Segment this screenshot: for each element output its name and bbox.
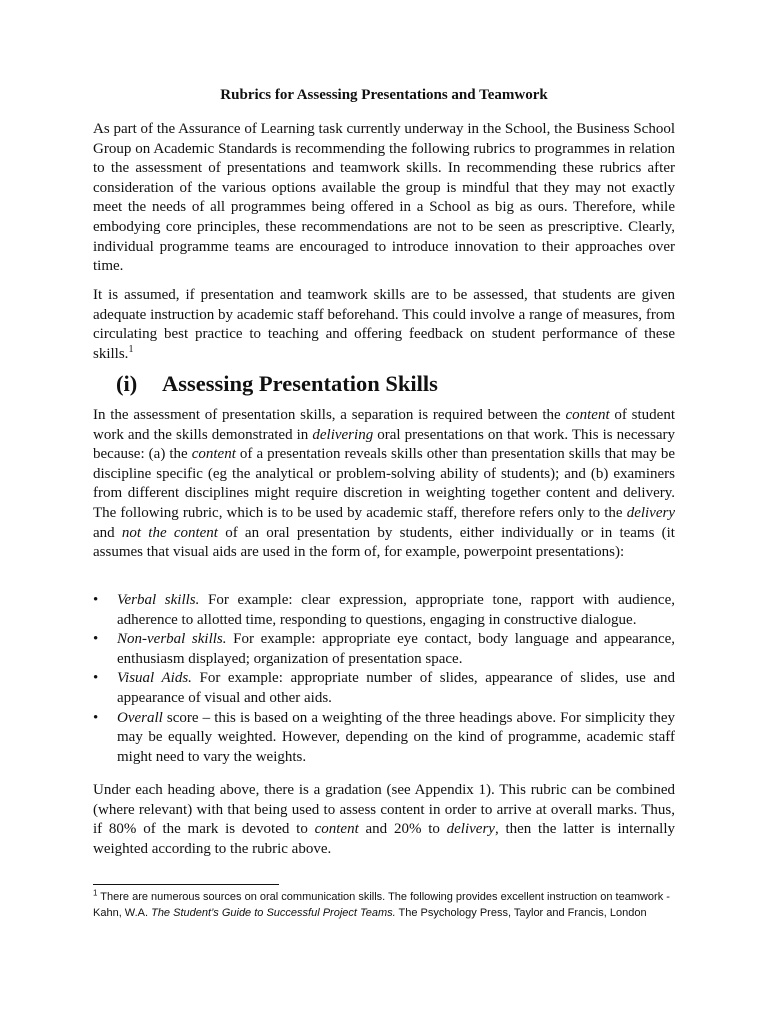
text-run: Under each heading above, there is a gradation (see Appendix 1). This rubric can be combined (where relevant) with that being used to assess content in order to arrive at overall marks. Thus, if 80% of the mark is devoted to xyxy=(93,782,675,838)
emphasis-run: not the content xyxy=(121,524,218,541)
bullet-text: For example: appropriate number of slides, appearance of slides, use and appearance of visual and other aids. xyxy=(117,670,675,706)
document-title: Rubrics for Assessing Presentations and Teamwork xyxy=(220,87,548,103)
bullet-lead: Verbal skills. xyxy=(117,592,200,608)
skills-bullet-list xyxy=(93,591,675,767)
footnote-text: There are numerous sources on oral communication skills. The following provides excellent instruction on teamwork - Kahn, W.A. xyxy=(93,891,670,919)
presentation-assessment-paragraph xyxy=(93,406,675,563)
footnote-divider xyxy=(93,884,279,885)
bullet-lead: Visual Aids. xyxy=(117,670,192,687)
text-run: of a presentation reveals skills other than presentation skills that may be discipline specific (eg the analytical or problem-solving ability of students); and (b) examiners from different disciplines might require discretion in weighting together content and delivery. The following rubric, which is to be used by academic staff, therefore refers only to the xyxy=(93,446,676,521)
bullet-lead: Overall xyxy=(117,709,163,726)
bullet-icon: • xyxy=(93,592,99,608)
bullet-item xyxy=(93,709,675,768)
footnote-reference: 1 xyxy=(128,343,134,355)
intro-paragraph: As part of the Assurance of Learning task currently underway in the School, the Business School Group on Academic Standards is recommending the following rubrics to programmes in relation to the assessment of presentations and teamwork skills. In recommending these rubrics after consideration of the various options available the group is mindful that they may not exactly meet the needs of all programmes being offered in a School as big as ours. Therefore, while embodying core principles, these recommendations are not to be seen as prescriptive. Clearly, individual programme teams are encouraged to introduce innovation to their approaches over time. xyxy=(93,121,675,275)
bullet-icon: • xyxy=(93,670,99,687)
bullet-lead: Non-verbal skills. xyxy=(117,631,227,648)
section-title: Assessing Presentation Skills xyxy=(162,371,438,396)
section-number: (i) xyxy=(116,371,138,396)
emphasis-run: delivery xyxy=(626,504,675,521)
text-run: of an oral presentation by students, either individually or in teams (it assumes that visual aids are used in the form of, for example, powerpoint presentations): xyxy=(93,524,675,561)
bullet-text: For example: appropriate eye contact, body language and appearance, enthusiasm displayed; organization of presentation space. xyxy=(117,631,676,667)
emphasis-run: delivering xyxy=(312,426,374,443)
bullet-item xyxy=(93,591,675,630)
text-run: of student work and the skills demonstrated in xyxy=(93,407,675,443)
footnote-marker: 1 xyxy=(93,888,98,898)
assumption-paragraph xyxy=(93,286,675,364)
text-run: , then the latter is internally weighted according to the rubric above. xyxy=(93,821,675,857)
text-run: and 20% to xyxy=(358,821,447,838)
emphasis-run: content xyxy=(191,446,236,463)
bullet-item xyxy=(93,630,675,669)
bullet-icon: • xyxy=(93,709,99,726)
section-heading xyxy=(116,371,438,396)
bullet-text: score – this is based on a weighting of the three headings above. For simplicity they may be equally weighted. However, depending on the kind of programme, academic staff might need to vary the weights. xyxy=(117,709,675,765)
bullet-item xyxy=(93,669,675,708)
footnote-publisher: The Psychology Press, Taylor and Francis, London xyxy=(395,907,647,919)
emphasis-run: delivery xyxy=(446,821,495,838)
footnote-book-title: The Student’s Guide to Successful Project Teams. xyxy=(151,907,396,919)
emphasis-run: content xyxy=(565,407,610,423)
text-run: oral presentations on that work. This is necessary because: (a) the xyxy=(93,426,675,463)
gradation-paragraph xyxy=(93,781,675,859)
bullet-text: For example: clear expression, appropriate tone, rapport with audience, adherence to allotted time, responding to questions, engaging in constructive dialogue. xyxy=(117,592,675,628)
assumption-text: It is assumed, if presentation and teamwork skills are to be assessed, that students are given adequate instruction by academic staff beforehand. This could involve a range of measures, from circulating best practice to teaching and offering feedback on student performance of these skills. xyxy=(93,287,675,362)
text-run: and xyxy=(93,524,122,541)
emphasis-run: content xyxy=(314,821,359,838)
footnote xyxy=(93,889,675,921)
text-run: In the assessment of presentation skills, a separation is required between the xyxy=(93,407,566,423)
bullet-icon: • xyxy=(93,631,99,648)
